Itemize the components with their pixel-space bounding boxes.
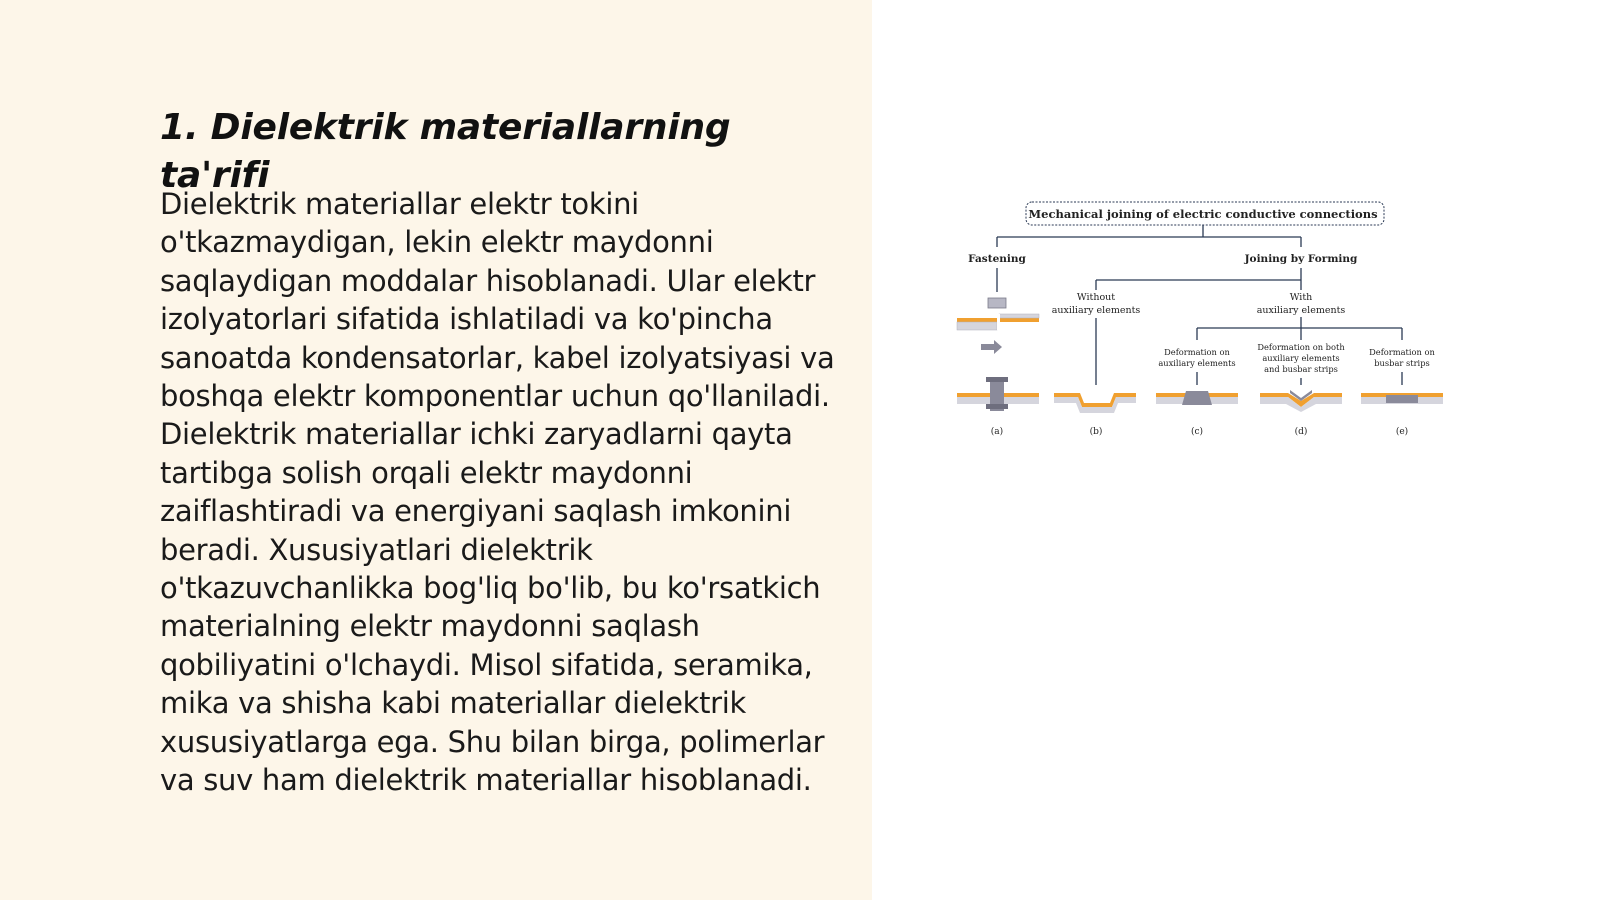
joint-a-illustration [957, 377, 1039, 411]
with-label-line1: With [1289, 292, 1313, 303]
joint-d-illustration [1260, 390, 1342, 412]
root-label: Mechanical joining of electric conductive connections [1028, 207, 1378, 221]
label-b: (b) [1089, 427, 1103, 437]
fastening-exploded-illustration [957, 298, 1039, 354]
d-label-line1: Deformation on both [1257, 342, 1345, 352]
with-label-line2: auxiliary elements [1256, 305, 1346, 316]
forming-label: Joining by Forming [1244, 253, 1358, 265]
label-d: (d) [1294, 427, 1308, 437]
without-label-line2: auxiliary elements [1051, 305, 1141, 316]
joint-e-illustration [1361, 393, 1443, 404]
d-label-line3: and busbar strips [1264, 364, 1338, 374]
label-c: (c) [1190, 427, 1204, 437]
c-label-line1: Deformation on [1164, 347, 1230, 357]
without-label-line1: Without [1076, 292, 1116, 303]
e-label-line2: busbar strips [1374, 358, 1430, 368]
joint-b-illustration [1054, 393, 1136, 413]
joint-c-illustration [1156, 391, 1238, 405]
label-e: (e) [1395, 427, 1409, 437]
e-label-line1: Deformation on [1369, 347, 1435, 357]
d-label-line2: auxiliary elements [1262, 353, 1340, 363]
joining-diagram [950, 200, 1450, 450]
label-a: (a) [990, 427, 1004, 437]
c-label-line2: auxiliary elements [1158, 358, 1236, 368]
fastening-label: Fastening [968, 253, 1026, 265]
slide-title: 1. Dielektrik materiallarning ta'rifi [160, 107, 731, 196]
slide-body-text: Dielektrik materiallar elektr tokini o'tkazmaydigan, lekin elektr maydonni saqlaydigan moddalar hisoblanadi. Ular elektr izolyatorlari sifatida ishlatiladi va ko'pincha sanoatda kondensatorlar, kabel izolyatsiyasi va boshqa elektr komponentlar uchun qo'llaniladi. Dielektrik materiallar ichki zaryadlarni qayta tartibga solish orqali elektr maydonni zaiflashtiradi va energiyani saqlash imkonini beradi. Xususiyatlari dielektrik o'tkazuvchanlikka bog'liq bo'lib, bu ko'rsatkich materialning elektr maydonni saqlash qobiliyatini o'lchaydi. Misol sifatida, seramika, mika va shisha kabi materiallar dielektrik xususiyatlarga ega. Shu bilan birga, polimerlar va suv ham dielektrik materiallar hisoblanadi. [160, 187, 835, 798]
